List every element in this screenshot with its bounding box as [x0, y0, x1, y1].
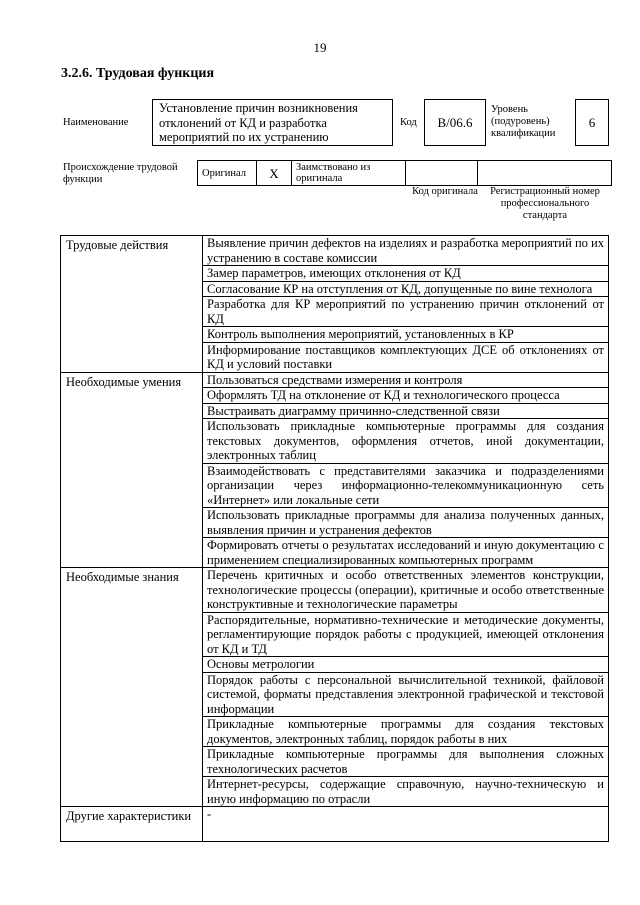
registration-number-cell: [478, 161, 612, 186]
level-label: Уровень (подуровень) квалификации: [491, 104, 556, 139]
registration-number-caption: Регистрационный номер профессионального стандарта: [490, 186, 600, 221]
code-label: Код: [400, 117, 417, 128]
section-item: Распорядительные, нормативно-технические и методические документы, регламентирующие порядок работы с продукцией, имеющей отклонения от КД и ТД: [203, 612, 609, 657]
section-item: Разработка для КР мероприятий по устранению причин отклонений от КД: [203, 297, 609, 327]
name-label: Наименование: [63, 117, 129, 128]
borrowed-label: Заимствовано из оригинала: [292, 161, 406, 186]
section-item: Основы метрологии: [203, 657, 609, 673]
section-item: Интернет-ресурсы, содержащие справочную, научно-техническую и иную информацию по отрасли: [203, 777, 609, 807]
code-original-caption: Код оригинала: [412, 186, 478, 197]
section-item: Выявление причин дефектов на изделиях и разработка мероприятий по их устранению в составе комиссии: [203, 236, 609, 266]
section-item: Информирование поставщиков комплектующих ДСЕ об отклонениях от КД и условий поставки: [203, 342, 609, 372]
section-item: Замер параметров, имеющих отклонения от КД: [203, 266, 609, 282]
function-name-box: Установление причин возникновения отклонений от КД и разработка мероприятий по их устранению: [152, 99, 393, 146]
section-title: Необходимые умения: [61, 372, 203, 568]
section-item: Пользоваться средствами измерения и контроля: [203, 372, 609, 388]
section-item: Перечень критичных и особо ответственных элементов конструкции, технологические процессы (операции), критичные и особо ответственные конструктивные и технологические параметры: [203, 568, 609, 613]
section-item: Взаимодействовать с представителями заказчика и подразделениями организации через информационно-телекоммуникационную сеть «Интернет» или локальные сети: [203, 463, 609, 508]
section-item: Прикладные компьютерные программы для создания текстовых документов, электронных таблиц, порядок работы в них: [203, 717, 609, 747]
section-item: Оформлять ТД на отклонение от КД и технологического процесса: [203, 388, 609, 404]
table-row: [61, 568, 609, 613]
section-item: Использовать прикладные компьютерные программы для создания текстовых документов, оформления отчетов, иной документации, электронных таблиц: [203, 419, 609, 464]
section-item: Использовать прикладные программы для анализа полученных данных, выявления причин и устранения дефектов: [203, 508, 609, 538]
section-item: Порядок работы с персональной вычислительной техникой, файловой системой, форматы представления электронной графической и текстовой информации: [203, 672, 609, 717]
origin-table: [197, 160, 612, 186]
section-title: Трудовые действия: [61, 236, 203, 373]
section-title: Необходимые знания: [61, 568, 203, 807]
table-row: [61, 807, 609, 842]
origin-label: Происхождение трудовой функции: [63, 162, 178, 185]
section-item: Контроль выполнения мероприятий, установленных в КР: [203, 327, 609, 343]
original-code-cell: [406, 161, 478, 186]
other-value: -: [203, 807, 609, 842]
other-title: Другие характеристики: [61, 807, 203, 842]
table-row: [61, 236, 609, 266]
level-value-box: 6: [575, 99, 609, 146]
function-code-box: B/06.6: [424, 99, 486, 146]
original-mark: Х: [257, 161, 292, 186]
section-item: Прикладные компьютерные программы для выполнения сложных технологических расчетов: [203, 747, 609, 777]
section-item: Выстраивать диаграмму причинно-следственной связи: [203, 403, 609, 419]
section-heading: 3.2.6. Трудовая функция: [61, 66, 215, 81]
page-number: 19: [313, 40, 327, 55]
section-item: Согласование КР на отступления от КД, допущенные по вине технолога: [203, 281, 609, 297]
section-item: Формировать отчеты о результатах исследований и иную документацию с применением специализированных компьютерных программ: [203, 538, 609, 568]
table-row: [61, 372, 609, 388]
labor-function-table: [60, 235, 609, 842]
original-label: Оригинал: [198, 161, 257, 186]
